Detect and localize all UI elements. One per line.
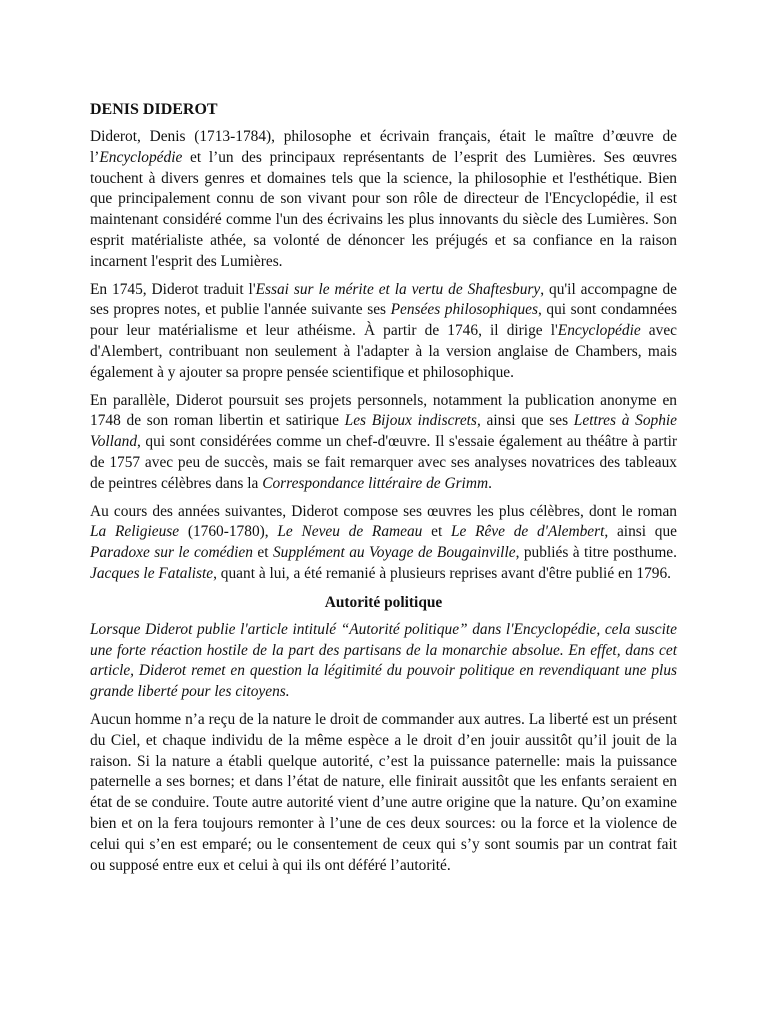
text-run: En 1745, Diderot traduit l' xyxy=(90,280,256,298)
text-run: (1760-1780), xyxy=(179,523,278,541)
italic-title: Paradoxe sur le comédien xyxy=(90,544,253,562)
text-run: , qui sont considérées comme un chef-d'œuvre. Il s'essaie également au théâtre à partir de 1757 avec peu de succès, mais se fait remarquer avec ses analyses novatrices des tableaux de peintres célèbres dans la xyxy=(90,433,677,492)
text-run: , ainsi que ses xyxy=(476,412,574,430)
paragraph-intro xyxy=(90,127,677,273)
italic-title: Le Neveu de Rameau xyxy=(277,523,423,541)
italic-title: Les Bijoux indiscrets xyxy=(344,412,477,430)
text-run: et l’un des principaux représentants de l’esprit des Lumières. Ses œuvres touchent à divers genres et domaines tels que la science, la philosophie et l'esthétique. Bien que principalement connu de son vivant pour son rôle de directeur de l'Encyclopédie, il est maintenant considéré comme l'un des écrivains les plus innovants du siècle des Lumières. Son esprit matérialiste athée, sa volonté de dénoncer les préjugés et sa confiance en la raison incarnent l'esprit des Lumières. xyxy=(90,148,677,270)
paragraph-article-intro: Lorsque Diderot publie l'article intitulé “Autorité politique” dans l'Encyclopédie, cela suscite une forte réaction hostile de la part des partisans de la monarchie absolue. En effet, dans cet article, Diderot remet en question la légitimité du pouvoir politique en revendiquant une plus grande liberté pour les citoyens. xyxy=(90,620,677,701)
text-run: , qui sont condamnées pour leur matérialisme et leur athéisme. À partir de 1746, il dirige l' xyxy=(90,301,677,340)
paragraph-1745 xyxy=(90,280,677,384)
italic-title: Encyclopédie xyxy=(557,322,641,340)
italic-title: La Religieuse xyxy=(90,523,180,541)
italic-title: Lettres à Sophie Volland xyxy=(90,412,678,451)
italic-title: Le Rêve de d'Alembert xyxy=(450,523,605,541)
text-run: En parallèle, Diderot poursuit ses projets personnels, notamment la publication anonyme en 1748 de son roman libertin et satirique xyxy=(90,391,677,430)
text-run: . xyxy=(488,474,492,492)
section-heading: Autorité politique xyxy=(324,593,443,611)
italic-title: Essai sur le mérite et la vertu de Shaftesbury xyxy=(255,280,541,298)
text-run: avec d'Alembert, contribuant non seulement à l'adapter à la version anglaise de Chambers, mais également à y ajouter sa propre pensée scientifique et philosophique. xyxy=(90,322,677,381)
paragraph-works xyxy=(90,502,677,585)
text-run: et xyxy=(252,544,273,562)
paragraph-quote: Aucun homme n’a reçu de la nature le droit de commander aux autres. La liberté est un présent du Ciel, et chaque individu de la même espèce a le droit d’en jouir aussitôt qu’il jouit de la raison. Si la nature a établi quelque autorité, c’est la puissance paternelle: mais la puissance paternelle a ses bornes; et dans l’état de nature, elle finirait aussitôt que les enfants seraient en état de se conduire. Toute autre autorité vient d’une autre origine que la nature. Qu’on examine bien et on la fera toujours remonter à l’une de ces deux sources: ou la force et la violence de celui qui s’en est emparé; ou le consentement de ceux qui s’y sont soumis par un contrat fait ou supposé entre eux et celui à qui ils ont déféré l’autorité. xyxy=(90,710,677,874)
text-run: , quant à lui, a été remanié à plusieurs reprises avant d'être publié en 1796. xyxy=(213,564,672,582)
italic-title: Correspondance littéraire de Grimm xyxy=(262,474,489,492)
italic-title: Pensées philosophiques xyxy=(390,301,538,319)
document-title: DENIS DIDEROT xyxy=(90,101,218,118)
italic-title: Jacques le Fataliste xyxy=(90,564,214,582)
text-run: , qu'il accompagne de ses propres notes, et publie l'année suivante ses xyxy=(90,280,677,319)
text-run: Diderot, Denis (1713-1784), philosophe et écrivain français, était le maître d’œuvre de l’ xyxy=(90,128,677,166)
italic-title: Encyclopédie xyxy=(99,148,183,166)
text-run: , publiés à titre posthume. xyxy=(515,544,677,562)
document-page xyxy=(90,99,677,883)
italic-title: Supplément au Voyage de Bougainville xyxy=(272,544,516,562)
text-run: et xyxy=(422,523,451,541)
text-run: , ainsi que xyxy=(604,523,677,541)
text-run: Au cours des années suivantes, Diderot compose ses œuvres les plus célèbres, dont le roman xyxy=(90,502,677,520)
paragraph-parallel xyxy=(90,391,677,495)
